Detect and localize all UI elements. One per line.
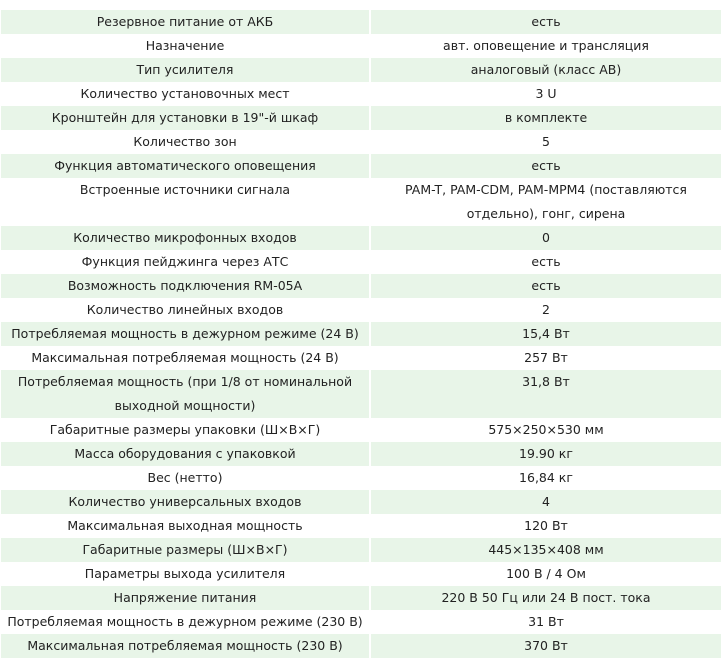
spec-name: Максимальная потребляемая мощность (24 В): [1, 346, 369, 370]
spec-row: [1, 250, 721, 274]
spec-value: 257 Вт: [371, 346, 721, 370]
spec-value: в комплекте: [371, 106, 721, 130]
spec-name: Параметры выхода усилителя: [1, 562, 369, 586]
spec-name: Встроенные источники сигнала: [1, 178, 369, 226]
spec-name: Габаритные размеры (Ш×В×Г): [1, 538, 369, 562]
spec-name: Функция автоматического оповещения: [1, 154, 369, 178]
spec-row: [1, 82, 721, 106]
spec-value: 3 U: [371, 82, 721, 106]
spec-name: Резервное питание от АКБ: [1, 10, 369, 34]
spec-row: [1, 562, 721, 586]
spec-value: есть: [371, 274, 721, 298]
spec-value: аналоговый (класс AB): [371, 58, 721, 82]
spec-value: есть: [371, 154, 721, 178]
spec-name: Потребляемая мощность в дежурном режиме (24 В): [1, 322, 369, 346]
spec-row: [1, 178, 721, 226]
spec-row: [1, 586, 721, 610]
spec-row: [1, 610, 721, 634]
spec-name: Количество зон: [1, 130, 369, 154]
spec-value: 220 В 50 Гц или 24 В пост. тока: [371, 586, 721, 610]
spec-row: [1, 538, 721, 562]
spec-row: [1, 466, 721, 490]
spec-value: есть: [371, 10, 721, 34]
spec-name: Потребляемая мощность (при 1/8 от номинальной выходной мощности): [1, 370, 369, 418]
spec-name: Количество линейных входов: [1, 298, 369, 322]
spec-value: 120 Вт: [371, 514, 721, 538]
spec-name: Возможность подключения RM-05A: [1, 274, 369, 298]
spec-value: авт. оповещение и трансляция: [371, 34, 721, 58]
spec-value: 370 Вт: [371, 634, 721, 658]
spec-name: Максимальная выходная мощность: [1, 514, 369, 538]
spec-row: [1, 34, 721, 58]
spec-row: [1, 298, 721, 322]
spec-value: 100 В / 4 Ом: [371, 562, 721, 586]
spec-value: 31 Вт: [371, 610, 721, 634]
spec-row: [1, 322, 721, 346]
spec-value: 19.90 кг: [371, 442, 721, 466]
spec-name: Тип усилителя: [1, 58, 369, 82]
spec-value: 15,4 Вт: [371, 322, 721, 346]
spec-row: [1, 10, 721, 34]
spec-row: [1, 634, 721, 658]
spec-name: Потребляемая мощность в дежурном режиме (230 В): [1, 610, 369, 634]
spec-value: 0: [371, 226, 721, 250]
spec-row: [1, 346, 721, 370]
spec-row: [1, 106, 721, 130]
spec-name: Кронштейн для установки в 19"-й шкаф: [1, 106, 369, 130]
spec-name: Напряжение питания: [1, 586, 369, 610]
spec-name: Масса оборудования с упаковкой: [1, 442, 369, 466]
spec-name: Габаритные размеры упаковки (Ш×В×Г): [1, 418, 369, 442]
spec-row: [1, 490, 721, 514]
spec-value: 575×250×530 мм: [371, 418, 721, 442]
spec-row: [1, 274, 721, 298]
spec-value: 445×135×408 мм: [371, 538, 721, 562]
spec-row: [1, 226, 721, 250]
spec-table: [1, 10, 721, 658]
spec-row: [1, 514, 721, 538]
spec-value: PAM-T, PAM-CDM, PAM-MPM4 (поставляются отдельно), гонг, сирена: [371, 178, 721, 226]
spec-row: [1, 418, 721, 442]
spec-value: 4: [371, 490, 721, 514]
spec-name: Количество микрофонных входов: [1, 226, 369, 250]
spec-name: Количество установочных мест: [1, 82, 369, 106]
spec-row: [1, 154, 721, 178]
spec-value: 16,84 кг: [371, 466, 721, 490]
spec-value: 5: [371, 130, 721, 154]
spec-name: Количество универсальных входов: [1, 490, 369, 514]
spec-row: [1, 370, 721, 418]
spec-value: 31,8 Вт: [371, 370, 721, 418]
spec-value: 2: [371, 298, 721, 322]
spec-row: [1, 130, 721, 154]
spec-row: [1, 58, 721, 82]
spec-name: Максимальная потребляемая мощность (230 В): [1, 634, 369, 658]
spec-name: Назначение: [1, 34, 369, 58]
spec-name: Вес (нетто): [1, 466, 369, 490]
spec-name: Функция пейджинга через АТС: [1, 250, 369, 274]
spec-row: [1, 442, 721, 466]
spec-value: есть: [371, 250, 721, 274]
